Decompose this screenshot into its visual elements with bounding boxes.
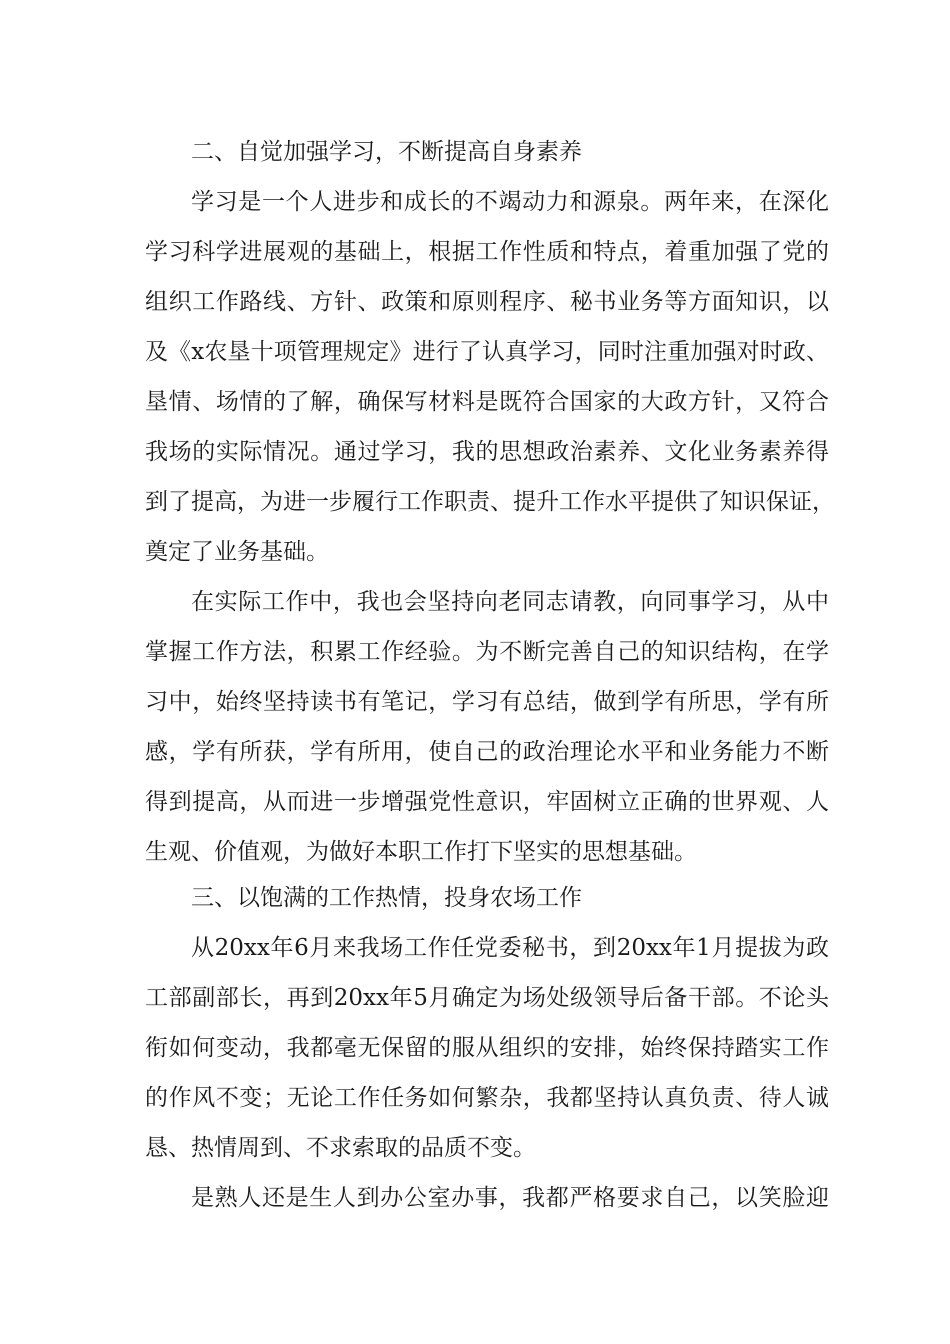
paragraph-line: 奠定了业务基础。 — [145, 539, 329, 565]
paragraph-line: 恳、热情周到、不求索取的品质不变。 — [145, 1135, 536, 1161]
paragraph-line: 得到提高，从而进一步增强党性意识，牢固树立正确的世界观、人 — [145, 789, 829, 815]
paragraph-line: 是熟人还是生人到办公室办事，我都严格要求自己，以笑脸迎 — [191, 1185, 829, 1211]
paragraph-line: 在实际工作中，我也会坚持向老同志请教，向同事学习，从中 — [191, 589, 829, 615]
paragraph-line: 掌握工作方法，积累工作经验。为不断完善自己的知识结构，在学 — [145, 639, 829, 665]
paragraph-line: 工部副部长，再到20xx年5月确定为场处级领导后备干部。不论头 — [145, 985, 829, 1011]
paragraph-line: 学习科学进展观的基础上，根据工作性质和特点，着重加强了党的 — [145, 239, 829, 265]
paragraph-line: 组织工作路线、方针、政策和原则程序、秘书业务等方面知识，以 — [145, 289, 829, 315]
paragraph-line: 感，学有所获，学有所用，使自己的政治理论水平和业务能力不断 — [145, 739, 829, 765]
paragraph-line: 习中，始终坚持读书有笔记，学习有总结，做到学有所思，学有所 — [145, 689, 829, 715]
paragraph-line: 及《x农垦十项管理规定》进行了认真学习，同时注重加强对时政、 — [145, 339, 829, 365]
paragraph-line: 从20xx年6月来我场工作任党委秘书，到20xx年1月提拔为政 — [191, 935, 829, 961]
paragraph-line: 我场的实际情况。通过学习，我的思想政治素养、文化业务素养得 — [145, 439, 829, 465]
paragraph-line: 衔如何变动，我都毫无保留的服从组织的安排，始终保持踏实工作 — [145, 1035, 829, 1061]
paragraph-line: 到了提高，为进一步履行工作职责、提升工作水平提供了知识保证， — [145, 489, 835, 515]
paragraph-line: 的作风不变；无论工作任务如何繁杂，我都坚持认真负责、待人诚 — [145, 1085, 829, 1111]
section-heading-2: 二、自觉加强学习，不断提高自身素养 — [191, 139, 582, 165]
paragraph-line: 垦情、场情的了解，确保写材料是既符合国家的大政方针，又符合 — [145, 389, 829, 415]
section-heading-3: 三、以饱满的工作热情，投身农场工作 — [191, 885, 582, 911]
paragraph-line: 生观、价值观，为做好本职工作打下坚实的思想基础。 — [145, 839, 697, 865]
paragraph-line: 学习是一个人进步和成长的不竭动力和源泉。两年来，在深化 — [191, 189, 829, 215]
